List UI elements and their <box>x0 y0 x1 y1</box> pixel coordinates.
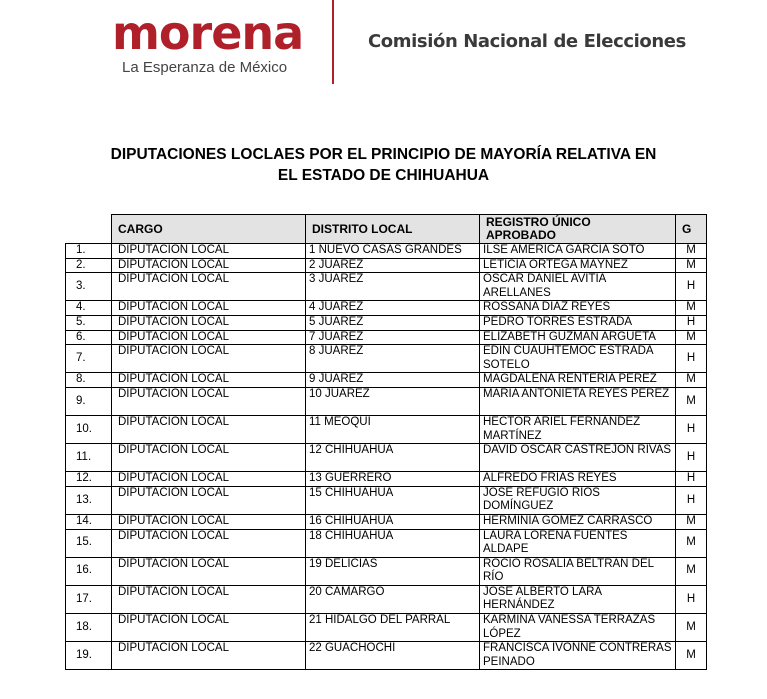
distrito-cell: 19 DELICIAS <box>306 557 480 585</box>
commission-name: Comisión Nacional de Elecciones <box>368 31 686 52</box>
cargo-cell: DIPUTACIÓN LOCAL <box>112 273 306 301</box>
gender-cell: H <box>676 585 707 613</box>
cargo-cell: DIPUTACIÓN LOCAL <box>112 614 306 642</box>
distrito-cell: 18 CHIHUAHUA <box>306 529 480 557</box>
cargo-cell: DIPUTACIÓN LOCAL <box>112 557 306 585</box>
distrito-cell: 8 JUÁREZ <box>306 345 480 373</box>
candidate-name-cell: KARMINA VANESSA TERRAZAS LÓPEZ <box>480 614 676 642</box>
table-row <box>66 472 707 487</box>
gender-cell: M <box>676 387 707 415</box>
row-number: 11. <box>66 444 112 472</box>
cargo-cell: DIPUTACIÓN LOCAL <box>112 585 306 613</box>
row-number: 16. <box>66 557 112 585</box>
candidate-name-cell: HERMINIA GÓMEZ CARRASCO <box>480 514 676 529</box>
row-number: 8. <box>66 373 112 388</box>
distrito-cell: 5 JUÁREZ <box>306 315 480 330</box>
candidate-name-cell: MARÍA ANTONIETA REYES PEREZ <box>480 387 676 415</box>
row-number: 18. <box>66 614 112 642</box>
cargo-cell: DIPUTACIÓN LOCAL <box>112 301 306 316</box>
candidate-name-cell: EDIN CUAUHTÉMOC ESTRADA SOTELO <box>480 345 676 373</box>
candidate-name-cell: JOSÉ ALBERTO LARA HERNÁNDEZ <box>480 585 676 613</box>
distrito-cell: 22 GUACHOCHI <box>306 642 480 670</box>
table-row <box>66 444 707 472</box>
table-row <box>66 415 707 443</box>
row-number: 14. <box>66 514 112 529</box>
candidates-table <box>65 214 707 670</box>
header-registro <box>480 215 676 244</box>
row-number: 7. <box>66 345 112 373</box>
table-header-row <box>66 215 707 244</box>
gender-cell: H <box>676 444 707 472</box>
row-number: 2. <box>66 258 112 273</box>
gender-cell: M <box>676 373 707 388</box>
cargo-cell: DIPUTACIÓN LOCAL <box>112 472 306 487</box>
gender-cell: H <box>676 415 707 443</box>
row-number: 3. <box>66 273 112 301</box>
gender-cell: M <box>676 301 707 316</box>
row-number: 12. <box>66 472 112 487</box>
table-row <box>66 244 707 259</box>
cargo-cell: DIPUTACIÓN LOCAL <box>112 514 306 529</box>
candidate-name-cell: PEDRO TORRES ESTRADA <box>480 315 676 330</box>
header-cargo: CARGO <box>112 215 306 244</box>
cargo-cell: DIPUTACIÓN LOCAL <box>112 415 306 443</box>
gender-cell: M <box>676 258 707 273</box>
candidate-name-cell: ROSSANA DIAZ REYES <box>480 301 676 316</box>
row-number: 15. <box>66 529 112 557</box>
header-divider <box>332 0 334 84</box>
header-blank-cell <box>66 215 112 244</box>
cargo-cell: DIPUTACIÓN LOCAL <box>112 345 306 373</box>
gender-cell: H <box>676 315 707 330</box>
distrito-cell: 10 JUÁREZ <box>306 387 480 415</box>
gender-cell: M <box>676 514 707 529</box>
distrito-cell: 21 HIDALGO DEL PARRAL <box>306 614 480 642</box>
candidate-name-cell: ILSE AMÉRICA GARCÍA SOTO <box>480 244 676 259</box>
row-number: 9. <box>66 387 112 415</box>
candidate-name-cell: FRANCISCA IVONNE CONTRERAS PEINADO <box>480 642 676 670</box>
title-line-1: DIPUTACIONES LOCLAES POR EL PRINCIPIO DE MAYORÍA RELATIVA EN <box>110 146 657 163</box>
candidate-name-cell: ELIZABETH GUZMÁN ARGUETA <box>480 330 676 345</box>
candidate-name-cell: JOSÉ REFUGIO RIOS DOMÍNGUEZ <box>480 486 676 514</box>
distrito-cell: 12 CHIHUAHUA <box>306 444 480 472</box>
row-number: 13. <box>66 486 112 514</box>
distrito-cell: 16 CHIHUAHUA <box>306 514 480 529</box>
table-row <box>66 330 707 345</box>
table-row <box>66 557 707 585</box>
cargo-cell: DIPUTACIÓN LOCAL <box>112 642 306 670</box>
distrito-cell: 2 JUÁREZ <box>306 258 480 273</box>
cargo-cell: DIPUTACIÓN LOCAL <box>112 387 306 415</box>
gender-cell: H <box>676 486 707 514</box>
table-row <box>66 514 707 529</box>
candidate-name-cell: OSCAR DANIEL AVITIA ARELLANES <box>480 273 676 301</box>
table-row <box>66 373 707 388</box>
table-row <box>66 614 707 642</box>
row-number: 4. <box>66 301 112 316</box>
gender-cell: M <box>676 557 707 585</box>
gender-cell: H <box>676 472 707 487</box>
cargo-cell: DIPUTACIÓN LOCAL <box>112 486 306 514</box>
distrito-cell: 7 JUÁREZ <box>306 330 480 345</box>
cargo-cell: DIPUTACIÓN LOCAL <box>112 258 306 273</box>
distrito-cell: 3 JUÁREZ <box>306 273 480 301</box>
table-row <box>66 486 707 514</box>
distrito-cell: 20 CAMARGO <box>306 585 480 613</box>
document-title <box>60 144 707 186</box>
cargo-cell: DIPUTACIÓN LOCAL <box>112 330 306 345</box>
gender-cell: H <box>676 345 707 373</box>
distrito-cell: 15 CHIHUAHUA <box>306 486 480 514</box>
table-row <box>66 642 707 670</box>
distrito-cell: 1 NUEVO CASAS GRANDES <box>306 244 480 259</box>
cargo-cell: DIPUTACIÓN LOCAL <box>112 529 306 557</box>
table-row <box>66 345 707 373</box>
table-row <box>66 387 707 415</box>
cargo-cell: DIPUTACIÓN LOCAL <box>112 444 306 472</box>
cargo-cell: DIPUTACIÓN LOCAL <box>112 373 306 388</box>
distrito-cell: 11 MEOQUI <box>306 415 480 443</box>
gender-cell: H <box>676 273 707 301</box>
gender-cell: M <box>676 614 707 642</box>
table-row <box>66 529 707 557</box>
row-number: 5. <box>66 315 112 330</box>
table-body <box>66 244 707 670</box>
distrito-cell: 13 GUERRERO <box>306 472 480 487</box>
candidate-name-cell: LETICIA ORTEGA MÁYNEZ <box>480 258 676 273</box>
table-row <box>66 301 707 316</box>
cargo-cell: DIPUTACIÓN LOCAL <box>112 315 306 330</box>
table-row <box>66 315 707 330</box>
row-number: 17. <box>66 585 112 613</box>
gender-cell: M <box>676 642 707 670</box>
row-number: 19. <box>66 642 112 670</box>
morena-logo: morena <box>112 6 304 60</box>
row-number: 6. <box>66 330 112 345</box>
table-row <box>66 258 707 273</box>
gender-cell: M <box>676 244 707 259</box>
document-header <box>0 0 767 100</box>
header-registro-line-1: REGISTRO ÚNICO <box>486 215 591 229</box>
logo-tagline: La Esperanza de México <box>122 59 288 76</box>
header-distrito: DISTRITO LOCAL <box>306 215 480 244</box>
header-registro-line-2: APROBADO <box>486 228 557 242</box>
header-genero: G <box>676 215 707 244</box>
gender-cell: M <box>676 330 707 345</box>
candidate-name-cell: MAGDALENA RENTERÍA PÉREZ <box>480 373 676 388</box>
candidate-name-cell: DAVID OSCAR CASTREJON RIVAS <box>480 444 676 472</box>
row-number: 10. <box>66 415 112 443</box>
table-row <box>66 273 707 301</box>
distrito-cell: 9 JUÁREZ <box>306 373 480 388</box>
table-row <box>66 585 707 613</box>
candidate-name-cell: ALFREDO FRIAS REYES <box>480 472 676 487</box>
distrito-cell: 4 JUÁREZ <box>306 301 480 316</box>
cargo-cell: DIPUTACIÓN LOCAL <box>112 244 306 259</box>
gender-cell: M <box>676 529 707 557</box>
candidate-name-cell: HÉCTOR ARIEL FERNÁNDEZ MARTÍNEZ <box>480 415 676 443</box>
row-number: 1. <box>66 244 112 259</box>
candidate-name-cell: ROCIO ROSALÍA BELTRÁN DEL RÍO <box>480 557 676 585</box>
title-line-2: EL ESTADO DE CHIHUAHUA <box>277 167 490 184</box>
candidate-name-cell: LAURA LORENA FUENTES ALDAPE <box>480 529 676 557</box>
